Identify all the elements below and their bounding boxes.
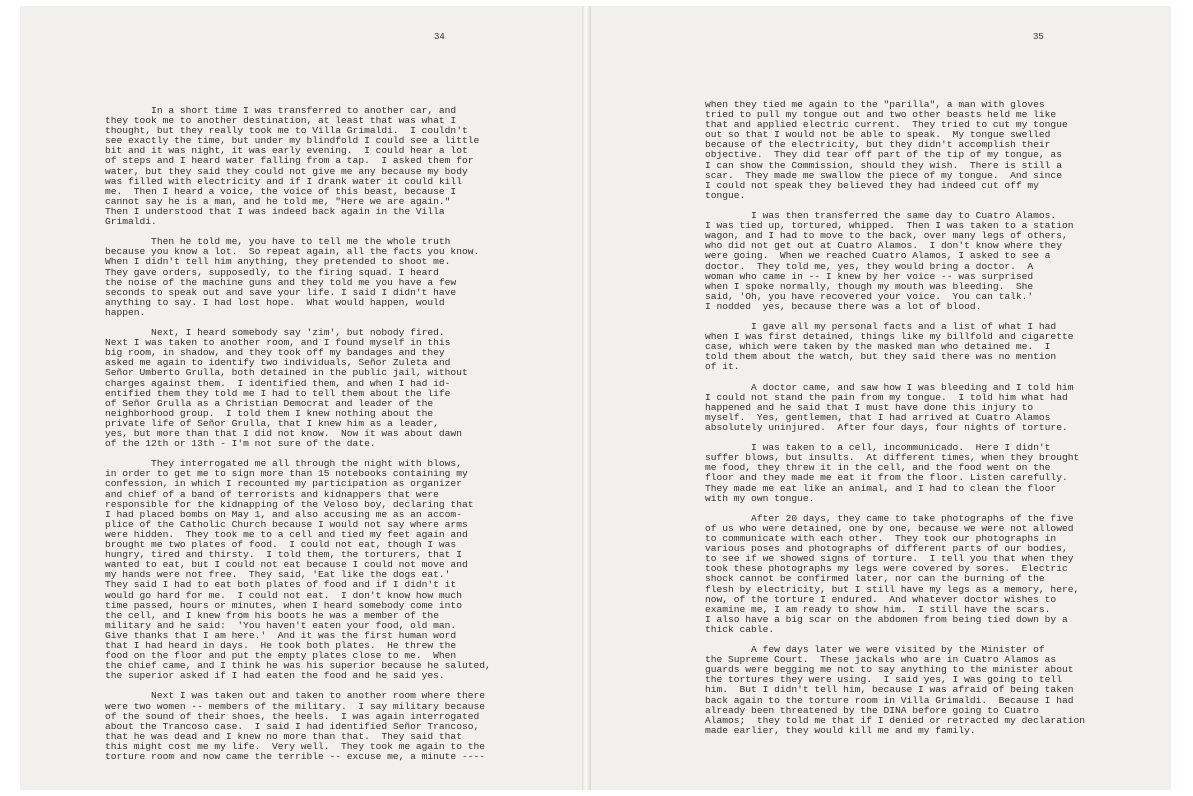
text-line: bit and it was night, it was early evening. I could hear a lot — [105, 145, 468, 157]
text-line: In a short time I was transferred to another car, and — [105, 105, 457, 116]
text-line: that I had heard in days. He took both plates. He threw the — [105, 639, 457, 651]
text-line: I can show the Commission, should they wish. There is still a — [705, 159, 1062, 171]
text-line: big room, in shadow, and they took off my bandages and they — [105, 347, 445, 359]
text-line: to see if we showed signs of torture. I tell you that when they — [705, 553, 1074, 565]
text-line: absolutely uninjured. After four days, four nights of torture. — [705, 422, 1068, 433]
text-line: guards were begging me not to say anything to the minister about — [705, 664, 1074, 676]
text-line: charges against them. I identified them, and when I had id- — [105, 377, 451, 389]
text-line: suffer blows, but insults. At different times, when they brought — [705, 452, 1080, 464]
text-line: When I didn't tell him anything, they pretended to shoot me. — [105, 256, 451, 268]
text-line: when they tied me again to the "parilla", a man with gloves — [705, 99, 1045, 110]
text-line: seconds to speak out and save your life. I said I didn't have — [105, 286, 457, 298]
paragraph — [705, 322, 1085, 372]
text-line: was filled with electricity and if I drank water it could kill — [105, 175, 462, 187]
text-line: private life of Señor Grulla, that I knew him as a leader, — [105, 417, 439, 429]
text-line: time passed, hours or minutes, when I heard somebody come into — [105, 599, 462, 611]
right-page — [590, 6, 1171, 790]
page-body — [105, 106, 491, 772]
paragraph — [105, 106, 491, 227]
text-line: military and he said: 'You haven't eaten your food, old man. — [105, 619, 457, 631]
text-line: I had placed bombs on May 1, and also accusing me as an accom- — [105, 508, 462, 520]
text-line: Give thanks that I am here.' And it was the first human word — [105, 629, 457, 641]
text-line: They gave orders, supposedly, to the firing squad. I heard — [105, 266, 439, 278]
text-line: Alamos; they told me that if I denied or retracted my declaration — [705, 714, 1085, 726]
page-body — [705, 100, 1085, 746]
text-line: neighborhood group. I told them I knew nothing about the — [105, 407, 434, 419]
text-line: After 20 days, they came to take photographs of the five — [705, 512, 1074, 524]
text-line: when I was first detained, things like my billfold and cigarette — [705, 331, 1074, 343]
text-line: food on the floor and put the empty plates close to me. When — [105, 650, 457, 662]
text-line: were going. When we reached Cuatro Alamos, I asked to see a — [705, 250, 1051, 262]
text-line: back again to the torture room in Villa Grimaldi. Because I had — [705, 694, 1074, 706]
text-line: this might cost me my life. Very well. They took me again to the — [105, 740, 485, 752]
text-line: made earlier, they would kill me and my family. — [705, 724, 976, 736]
text-line: I was taken to a cell, incommunicado. Here I didn't — [705, 442, 1051, 454]
text-line: with my own tongue. — [705, 492, 815, 504]
text-line: water, but they said they could not give me any because my body — [105, 165, 468, 177]
text-line: because of the electricity, but they didn't accomplish their — [705, 139, 1051, 151]
text-line: wagon, and I had to move to the back, over many legs of others, — [705, 230, 1068, 242]
text-line: me food, they threw it in the cell, and the food went on the — [705, 462, 1051, 474]
text-line: I also have a big scar on the abdomen from being tied down by a — [705, 613, 1068, 625]
text-line: the chief came, and I think he was his superior because he saluted, — [105, 660, 491, 672]
text-line: Next I was taken to another room, and I found myself in this — [105, 337, 451, 349]
text-line: were hidden. They took me to a cell and tied my feet again and — [105, 528, 468, 540]
text-line: They said I had to eat both plates of food and if I didn't it — [105, 579, 457, 591]
text-line: torture room and now came the terrible -- excuse me, a minute ---- — [105, 751, 485, 762]
text-line: tongue. — [705, 189, 746, 201]
text-line: they took me to another destination, at least that was what I — [105, 115, 457, 127]
text-line: thought, but they really took me to Villa Grimaldi. I couldn't — [105, 125, 468, 137]
paragraph — [105, 691, 491, 762]
text-line: to communicate with each other. They took our photographs in — [705, 533, 1057, 545]
text-line: shock cannot be confirmed later, nor can the burning of the — [705, 573, 1045, 585]
page-number: 34 — [434, 32, 445, 42]
text-line: about the Trancoso case. I said I had identified Señor Trancoso, — [105, 720, 480, 732]
paragraph — [705, 645, 1085, 736]
left-page — [20, 6, 583, 790]
text-line: my hands were not free. They said, 'Eat like the dogs eat.' — [105, 569, 451, 581]
text-line: wanted to eat, but I could not eat because I could not move and — [105, 559, 468, 571]
text-line: floor and they made me eat it from the floor. Listen carefully. — [705, 472, 1068, 484]
text-line: happened and he said that I must have done this injury to — [705, 401, 1034, 413]
text-line: thick cable. — [705, 623, 775, 635]
text-line: the tortures they were using. I said yes, I was going to tell — [705, 674, 1062, 686]
text-line: various poses and photographs of different parts of our bodies, — [705, 543, 1068, 555]
text-line: I nodded yes, because there was a lot of blood. — [705, 300, 982, 312]
paragraph — [705, 100, 1085, 201]
page-number: 35 — [1033, 32, 1044, 42]
text-line: A few days later we were visited by the Minister of — [705, 644, 1045, 656]
text-line: scar. They made me swallow the piece of my tongue. And since — [705, 169, 1062, 181]
text-line: confession, in which I recounted my participation as organizer — [105, 478, 462, 490]
text-line: me. Then I heard a voice, the voice of this beast, because I — [105, 185, 457, 197]
text-line: tried to pull my tongue out and two other beasts held me like — [705, 109, 1057, 121]
text-line: that and applied electric current. They tried to cut my tongue — [705, 119, 1068, 131]
text-line: of us who were detained, one by one, because we were not allowed — [705, 522, 1074, 534]
text-line: Next I was taken out and taken to another room where there — [105, 690, 485, 702]
text-line: see exactly the time, but under my blindfold I could see a little — [105, 135, 480, 147]
text-line: Next, I heard somebody say 'zim', but nobody fired. — [105, 327, 445, 339]
text-line: woman who came in -- I knew by her voice -- was surprised — [705, 270, 1034, 282]
paragraph — [105, 328, 491, 449]
text-line: examine me, I am ready to show him. I still have the scars. — [705, 603, 1051, 615]
text-line: of steps and I heard water falling from a tap. I asked them for — [105, 155, 474, 167]
text-line: asked me again to identify two individuals, Señor Zuleta and — [105, 357, 451, 369]
text-line: anything to say. I had lost hope. What would happen, would — [105, 296, 445, 308]
paragraph — [105, 459, 491, 681]
book-gutter — [582, 6, 590, 790]
text-line: entified them they told me I had to tell them about the life — [105, 387, 451, 399]
text-line: case, which were taken by the masked man who detained me. I — [705, 341, 1051, 353]
text-line: out so that I would not be able to speak. My tongue swelled — [705, 129, 1051, 141]
text-line: Señor Umberto Grulla, both detained in the public jail, without — [105, 367, 468, 379]
text-line: said, 'Oh, you have recovered your voice. You can talk.' — [705, 290, 1034, 302]
text-line: of the 12th or 13th - I'm not sure of the date. — [105, 438, 376, 450]
text-line: yes, but more than that I did not know. Now it was about dawn — [105, 428, 462, 439]
paragraph — [705, 443, 1085, 504]
text-line: Then I understood that I was indeed back again in the Villa — [105, 205, 445, 217]
text-line: responsible for the kidnapping of the Veloso boy, declaring that — [105, 498, 474, 510]
text-line: I was then transferred the same day to Cuatro Alamos. — [705, 210, 1057, 222]
text-line: that he was dead and I knew no more than that. They said that — [105, 730, 462, 742]
text-line: Then he told me, you have to tell me the whole truth — [105, 236, 451, 248]
text-line: would go hard for me. I could not eat. I don't know how much — [105, 589, 462, 601]
text-line: of Señor Grulla as a Christian Democrat and leader of the — [105, 397, 434, 409]
text-line: I gave all my personal facts and a list of what I had — [705, 321, 1057, 333]
text-line: Grimaldi. — [105, 216, 157, 228]
paragraph — [105, 237, 491, 318]
text-line: who did not get out at Cuatro Alamos. I don't know where they — [705, 240, 1062, 252]
text-line: I could not speak they believed they had indeed cut off my — [705, 179, 1039, 191]
text-line: hungry, tired and thirsty. I told them, the torturers, that I — [105, 549, 462, 561]
text-line: cannot say he is a man, and he told me, "Here we are again." — [105, 195, 451, 207]
text-line: because you know a lot. So repeat again, all the facts you know. — [105, 246, 480, 258]
text-line: told them about the watch, but they said there was no mention — [705, 351, 1057, 363]
paragraph — [705, 514, 1085, 635]
text-line: I could not stand the pain from my tongue. I told him what had — [705, 391, 1068, 403]
text-line: the noise of the machine guns and they told me you have a few — [105, 276, 457, 288]
text-line: myself. Yes, gentlemen, that I had arrived at Cuatro Alamos — [705, 411, 1051, 423]
text-line: doctor. They told me, yes, they would bring a doctor. A — [705, 260, 1034, 272]
text-line: now, of the torture I endured. And whatever doctor wishes to — [705, 593, 1057, 605]
text-line: of the sound of their shoes, the heels. I was again interrogated — [105, 710, 480, 722]
text-line: I was tied up, tortured, whipped. Then I was taken to a station — [705, 220, 1074, 232]
text-line: They interrogated me all through the night with blows, — [105, 458, 462, 470]
text-line: objective. They did tear off part of the tip of my tongue, as — [705, 149, 1062, 161]
text-line: the cell, and I knew from his boots he was a member of the — [105, 609, 439, 621]
text-line: took these photographs my legs were covered by sores. Electric — [705, 563, 1068, 575]
text-line: already been threatened by the DINA before going to Cuatro — [705, 704, 1039, 716]
text-line: of it. — [705, 361, 740, 373]
text-line: when I spoke normally, though my mouth was bleeding. She — [705, 280, 1034, 292]
text-line: were two women -- members of the military. I say military because — [105, 700, 485, 712]
text-line: the superior asked if I had eaten the food and he said yes. — [105, 670, 445, 682]
text-line: flesh by electricity, but I still have my legs as a memory, here, — [705, 583, 1080, 595]
text-line: They made me eat like an animal, and I had to clean the floor — [705, 482, 1057, 494]
text-line: the Supreme Court. These jackals who are in Cuatro Alamos as — [705, 654, 1057, 666]
paragraph — [705, 383, 1085, 433]
text-line: him. But I didn't tell him, because I was afraid of being taken — [705, 684, 1074, 696]
text-line: in order to get me to sign more than 15 notebooks containing my — [105, 468, 468, 480]
text-line: and chief of a band of terrorists and kidnappers that were — [105, 488, 439, 500]
text-line: happen. — [105, 306, 146, 318]
paragraph — [705, 211, 1085, 312]
text-line: brought me two plates of food. I could not eat, though I was — [105, 539, 457, 551]
text-line: A doctor came, and saw how I was bleeding and I told him — [705, 381, 1074, 393]
text-line: plice of the Catholic Church because I would not say where arms — [105, 518, 468, 530]
